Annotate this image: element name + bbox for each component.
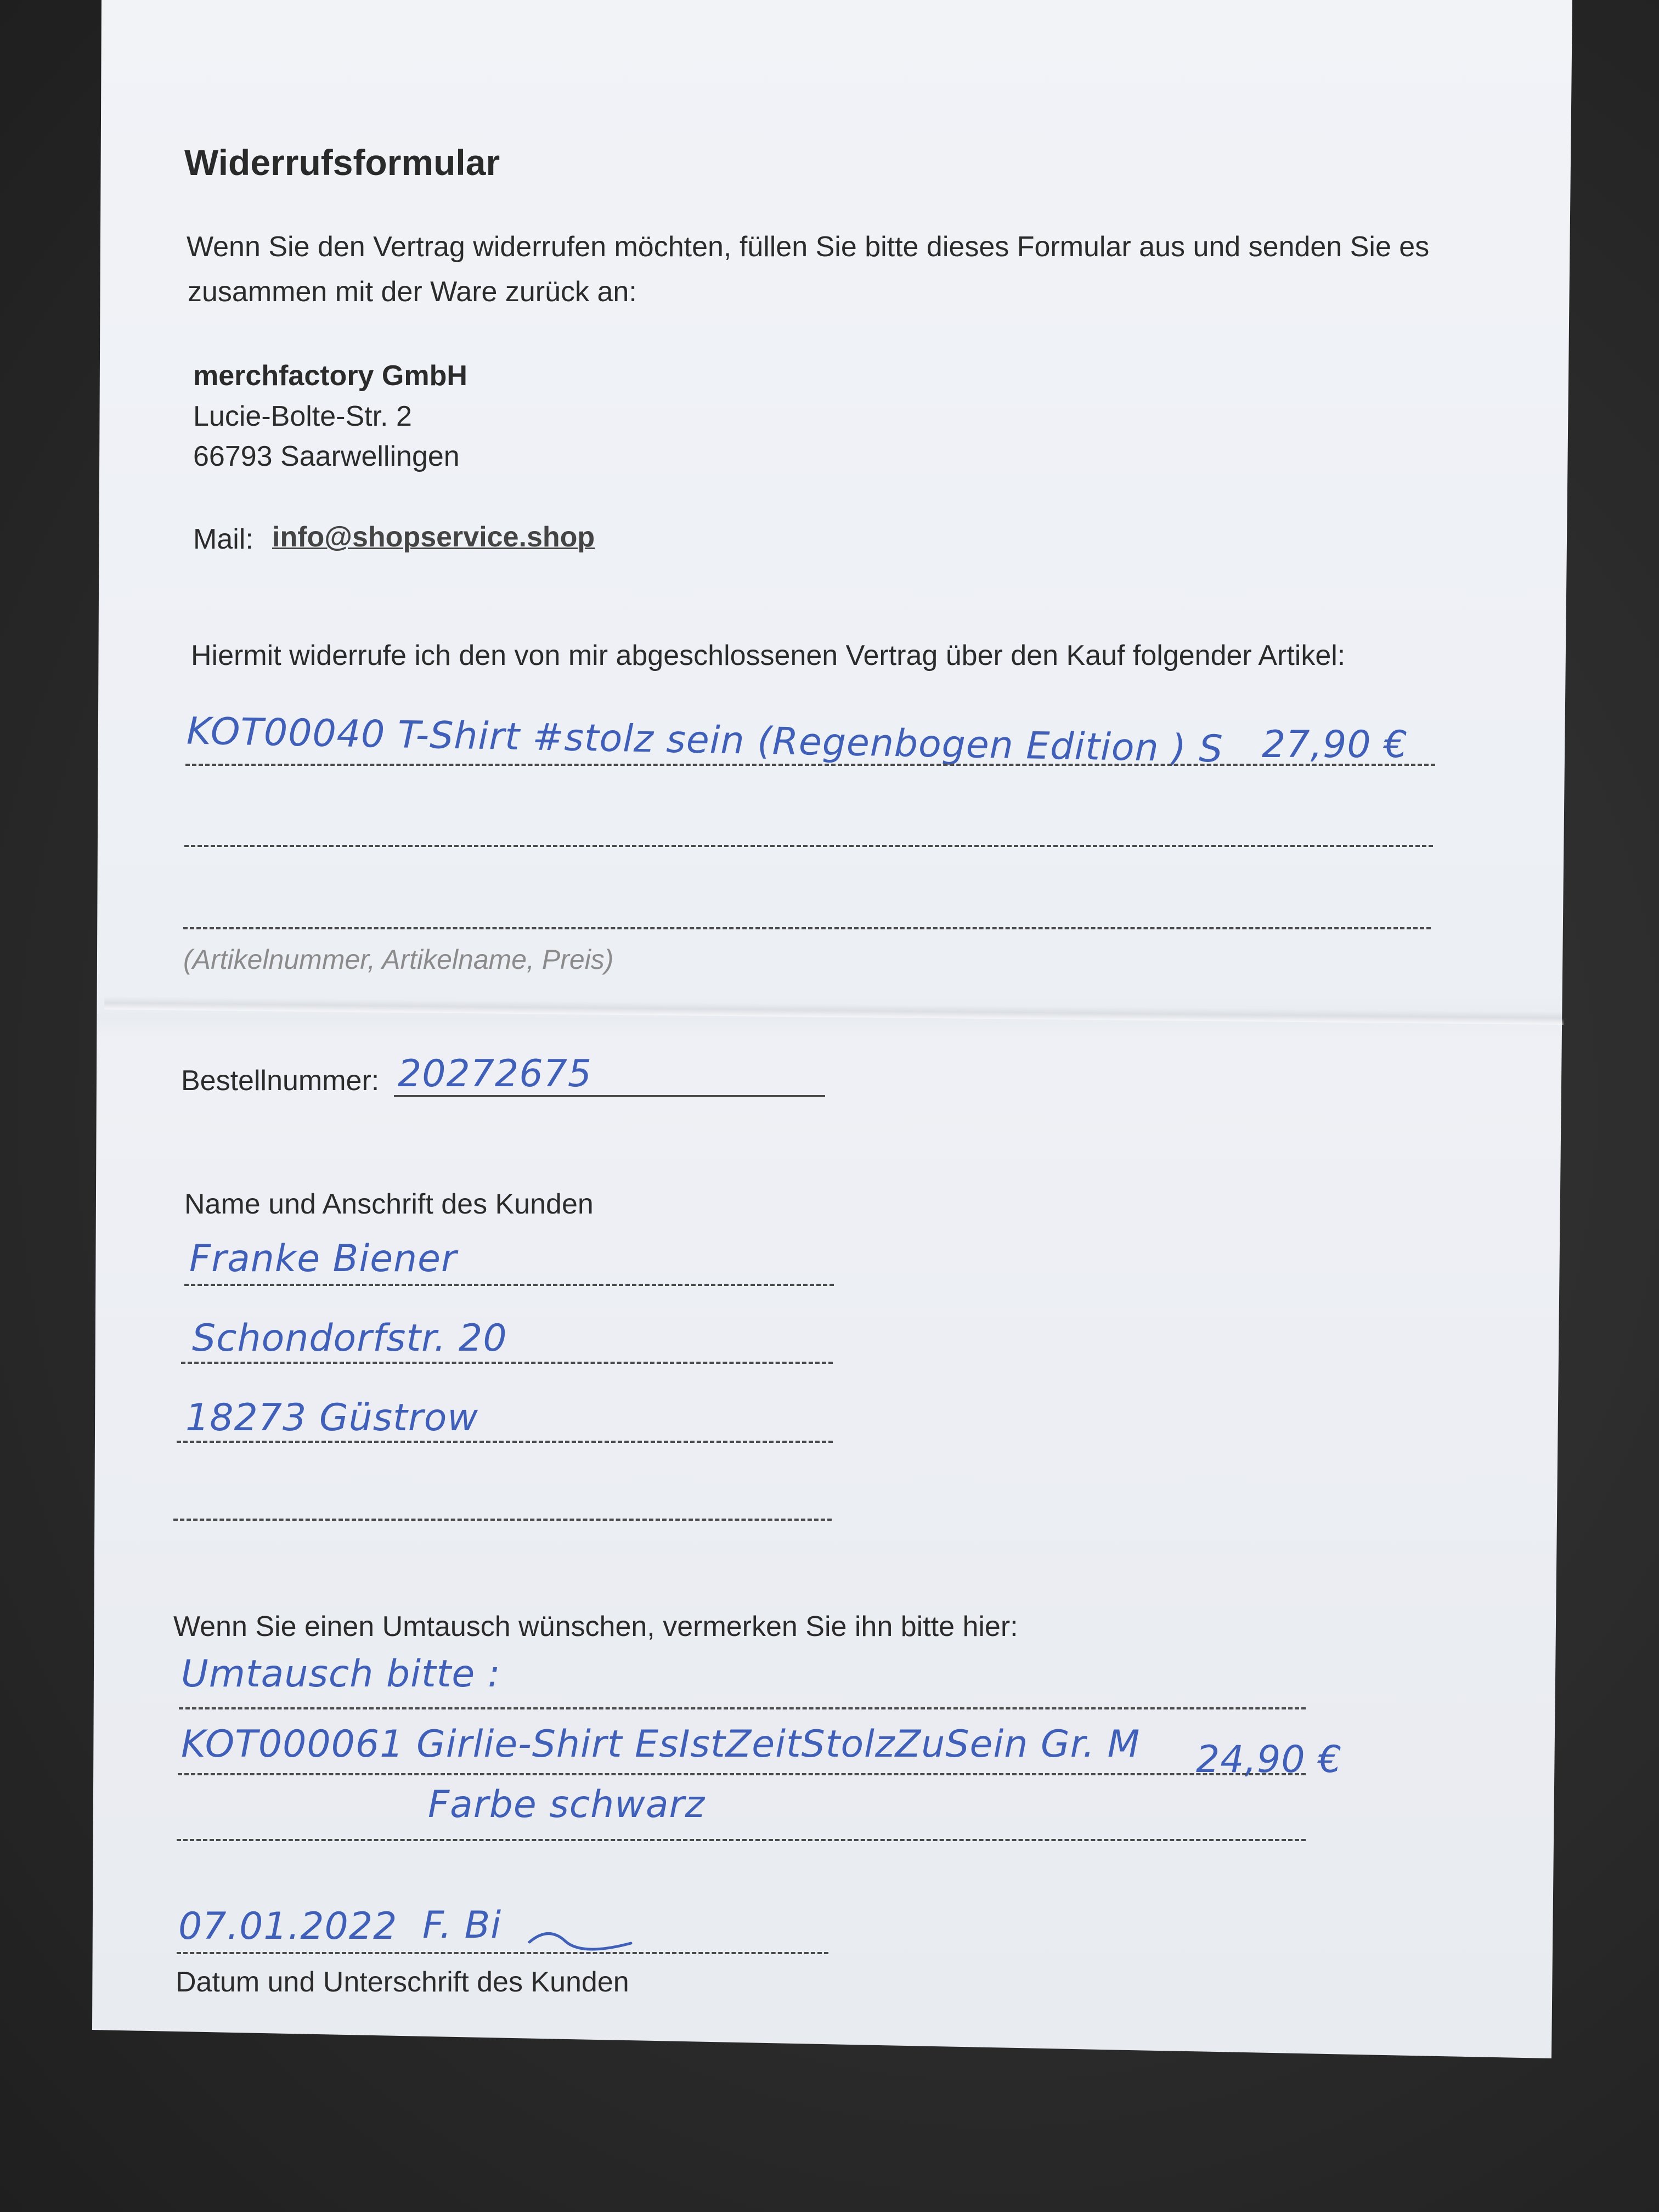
customer-line-1 [184, 1284, 834, 1286]
revoke-text: Hiermit widerrufe ich den von mir abgeschlossenen Vertrag über den Kauf folgender Artikel: [191, 640, 1346, 672]
handwritten-article: KOT00040 T-Shirt #stolz sein (Regenbogen Edition ) S [186, 709, 1224, 771]
customer-line-2 [181, 1362, 833, 1364]
article-line-2 [184, 845, 1433, 847]
form-title: Widerrufsformular [184, 142, 500, 183]
company-street: Lucie-Bolte-Str. 2 [193, 400, 412, 432]
handwritten-customer-city: 18273 Güstrow [185, 1396, 478, 1440]
handwritten-exchange-3: Farbe schwarz [428, 1783, 706, 1826]
signature-label: Datum und Unterschrift des Kunden [176, 1966, 629, 1998]
customer-line-3 [177, 1441, 833, 1443]
signature-stroke [527, 1920, 636, 1953]
exchange-label: Wenn Sie einen Umtausch wünschen, vermerken Sie ihn bitte hier: [173, 1611, 1018, 1643]
customer-label: Name und Anschrift des Kunden [184, 1188, 594, 1220]
handwritten-exchange-2: KOT000061 Girlie-Shirt EsIstZeitStolzZuSein Gr. M [181, 1723, 1141, 1766]
article-line-1 [185, 764, 1435, 766]
handwritten-date: 07.01.2022 [178, 1905, 398, 1948]
handwritten-exchange-1: Umtausch bitte : [181, 1652, 501, 1696]
exchange-line-1 [179, 1707, 1306, 1709]
handwritten-customer-street: Schondorfstr. 20 [192, 1317, 507, 1360]
article-line-3 [183, 927, 1431, 929]
order-label: Bestellnummer: [181, 1065, 380, 1097]
handwritten-signature: F. Bi [422, 1904, 502, 1947]
handwritten-exchange-price: 24,90 € [1196, 1738, 1342, 1781]
intro-line-2: zusammen mit der Ware zurück an: [188, 276, 637, 308]
handwritten-customer-name: Franke Biener [189, 1237, 457, 1280]
handwritten-article-price: 27,90 € [1262, 723, 1408, 766]
mail-label: Mail: [193, 523, 253, 555]
company-name: merchfactory GmbH [193, 360, 467, 392]
mail-link[interactable]: info@shopservice.shop [272, 521, 595, 553]
company-city: 66793 Saarwellingen [193, 441, 460, 472]
article-hint: (Artikelnummer, Artikelname, Preis) [183, 944, 614, 975]
exchange-line-3 [177, 1839, 1306, 1841]
order-line [394, 1095, 825, 1097]
handwritten-order-number: 20272675 [398, 1052, 592, 1096]
intro-line-1: Wenn Sie den Vertrag widerrufen möchten, füllen Sie bitte dieses Formular aus und senden Sie es [187, 231, 1430, 263]
customer-line-4 [173, 1519, 832, 1521]
exchange-line-2 [178, 1773, 1306, 1775]
signature-line [177, 1952, 828, 1954]
